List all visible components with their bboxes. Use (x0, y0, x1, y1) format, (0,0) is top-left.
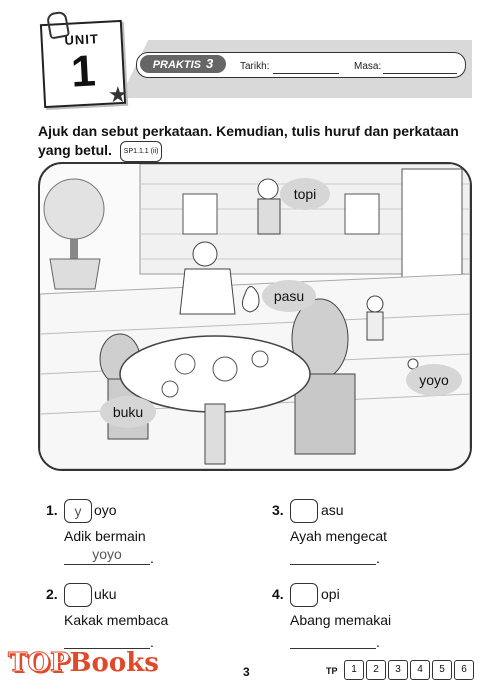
exercise-4-answer[interactable] (290, 630, 376, 649)
exercise-2-word-rest: uku (94, 586, 117, 602)
praktis-label: PRAKTIS (152, 59, 201, 71)
bubble-buku: buku (100, 396, 156, 428)
exercise-4-number: 4. (272, 586, 284, 602)
paperclip-icon (46, 10, 70, 39)
unit-label: UNIT (64, 31, 100, 48)
exercise-4-word-rest: opi (321, 586, 340, 602)
masa-label: Masa: (354, 61, 382, 72)
scene-drawing (40, 164, 470, 469)
exercise-1-sentence: Adik bermain (64, 528, 146, 544)
exercise-4-period: . (376, 634, 380, 650)
exercise-3-letter-box[interactable] (290, 499, 318, 523)
logo-books-text: Books (69, 648, 159, 678)
tarikh-label: Tarikh: (240, 61, 270, 72)
sp-code-badge: SP1.1.1 (ii) (120, 141, 163, 162)
page-number: 3 (243, 665, 250, 679)
tp-label: TP (326, 666, 338, 676)
star-icon: ★ (108, 82, 128, 107)
unit-number: 1 (69, 46, 97, 97)
tp-level-3[interactable]: 3 (388, 660, 408, 680)
masa-field[interactable] (383, 73, 457, 74)
exercise-4-letter-box[interactable] (290, 583, 318, 607)
exercise-3-number: 3. (272, 502, 284, 518)
exercise-2-sentence: Kakak membaca (64, 612, 169, 628)
instruction (38, 122, 468, 162)
exercise-1-number: 1. (46, 502, 58, 518)
praktis-tag (140, 55, 226, 73)
logo-top-text: TOP (8, 648, 70, 678)
exercise-4-sentence: Abang memakai (290, 612, 392, 628)
exercise-3-sentence: Ayah mengecat (290, 528, 388, 544)
tp-level-6[interactable]: 6 (454, 660, 474, 680)
bubble-pasu: pasu (262, 280, 316, 312)
tp-level-4[interactable]: 4 (410, 660, 430, 680)
exercise-1-period: . (150, 550, 154, 566)
illustration (38, 162, 472, 471)
exercise-3-period: . (376, 550, 380, 566)
topbooks-logo (8, 648, 159, 678)
tp-level-5[interactable]: 5 (432, 660, 452, 680)
bubble-yoyo: yoyo (406, 364, 462, 396)
praktis-number: 3 (206, 56, 214, 71)
exercise-2-period: . (150, 634, 154, 650)
exercise-1-word-rest: oyo (94, 502, 117, 518)
exercise-1-answer[interactable]: yoyo (64, 546, 150, 565)
tarikh-field[interactable] (273, 73, 339, 74)
tp-level-2[interactable]: 2 (366, 660, 386, 680)
exercise-3-answer[interactable] (290, 546, 376, 565)
bubble-topi: topi (280, 178, 330, 210)
exercise-2-number: 2. (46, 586, 58, 602)
tp-level-1[interactable]: 1 (344, 660, 364, 680)
exercise-1-letter-box[interactable]: y (64, 499, 92, 523)
exercise-2-letter-box[interactable] (64, 583, 92, 607)
exercise-3-word-rest: asu (321, 502, 344, 518)
instruction-text: Ajuk dan sebut perkataan. Kemudian, tulis huruf dan perkataan yang betul. (38, 123, 459, 159)
exercise-2-answer[interactable] (64, 630, 150, 649)
